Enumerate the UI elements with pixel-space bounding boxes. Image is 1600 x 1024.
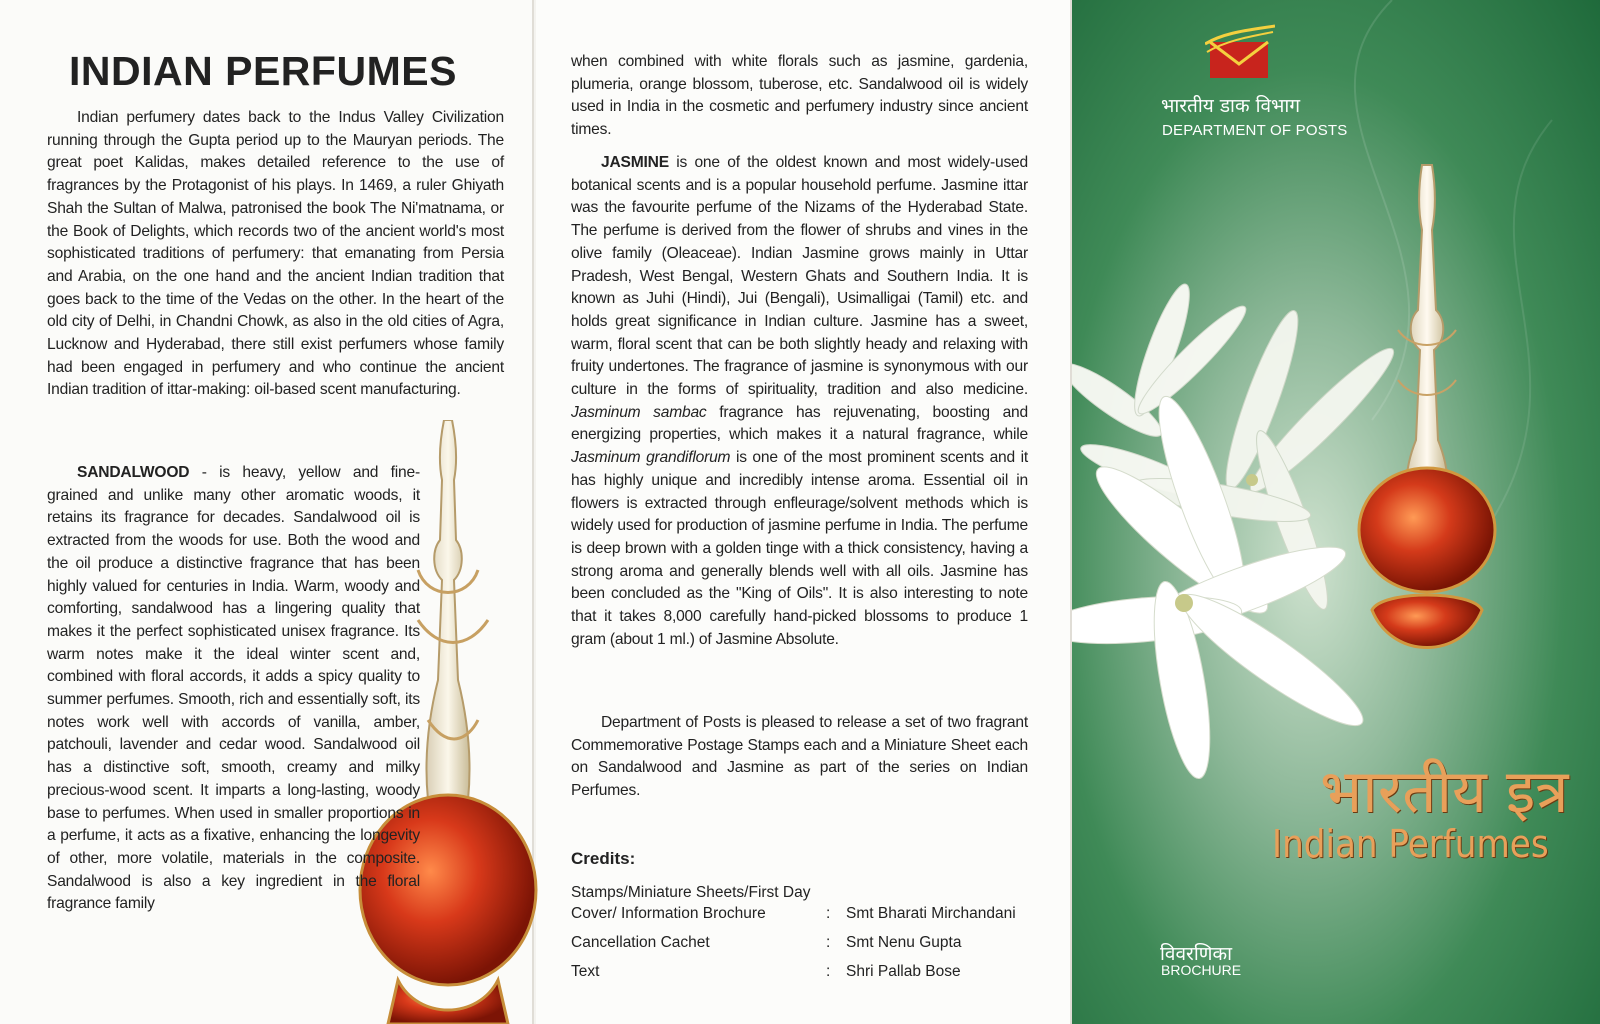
sandalwood-text: - is heavy, yellow and fine-grained and unlike many other aromatic woods, it retains its fragrance for decades. Sandalwood oil is extracted from the woods for use. Both the wood and the oil produce a distinctive fragrance that has been highly valued for centuries in India. Warm, woody and comforting, sandalwood has a lingering quality that makes it the perfect sophisticated unisex fragrance. Its warm notes make it the ideal winter scent and, combined with floral accords, it adds a spicy quality to summer perfumes. Smooth, rich and essentially soft, its notes work well with accords of vanilla, amber, patchouli, lavender and cedar wood. Sandalwood oil has a distinctive soft, smooth, creamy and milky precious-wood scent. It imparts a long-lasting, woody base to perfumes. When used in smaller proportions in a perfume, it acts as a fixative, enhancing the longevity of other, more volatile, materials in the composite. Sandalwood is also a key ingredient in the floral fragrance family: [47, 464, 420, 913]
jasmine-paragraph: [571, 152, 1028, 651]
credits-title: Credits:: [571, 849, 636, 868]
department-name-english: DEPARTMENT OF POSTS: [1162, 122, 1348, 139]
cover-title-english: Indian Perfumes: [1272, 822, 1549, 866]
credit-row: [571, 882, 1031, 924]
credit-row: [571, 932, 1031, 953]
credit-role: Stamps/Miniature Sheets/First Day Cover/ Information Brochure: [571, 884, 811, 922]
brochure-label-english: BROCHURE: [1161, 962, 1242, 978]
brochure-label-hindi: विवरणिका: [1160, 943, 1232, 965]
credit-colon: :: [826, 934, 831, 951]
jasmine-text-3: is one of the most prominent scents and it has highly unique and incredibly intense aroma. Essential oil in flowers is extracted through enfleurage/solvent methods which is widely used for production of jasmine perfume in India. The perfume is deep brown with a golden tinge with a thick consistency, having a strong aroma and generally blends well with all oils. Jasmine has been concluded as the "King of Oils". It is also interesting to note that it takes 8,000 carefully hand-picked blossoms to produce 1 gram (about 1 ml.) of Jasmine Absolute.: [571, 449, 1029, 648]
credit-colon: :: [826, 963, 831, 980]
release-paragraph: Department of Posts is pleased to release a set of two fragrant Commemorative Postage Stamps each and a Miniature Sheet each on Sandalwood and Jasmine as part of the series on Indian Perfumes.: [571, 714, 1028, 800]
credit-name: Smt Nenu Gupta: [846, 934, 962, 951]
credits-list: [571, 882, 1031, 990]
jasmine-flowers-illustration: [1072, 0, 1600, 1024]
page-title: INDIAN PERFUMES: [69, 48, 457, 94]
jasmine-text-1: is one of the oldest known and most widely-used botanical scents and is a popular household perfume. Jasmine ittar was the favourite perfume of the Nizams of the Hyderabad State. The perfume is derived from the flower of shrubs and vines in the olive family (Oleaceae). Indian Jasmine grows mainly in Uttar Pradesh, West Bengal, Western Ghats and Southern India. It is known as Juhi (Hindi), Jui (Bengali), Usimalligai (Tamil) etc. and holds great significance in Indian culture. Jasmine has a sweet, warm, floral scent that can be both slightly heady and relaxing with fruity undertones. The fragrance of jasmine is synonymous with our culture in the forms of spirituality, tradition and also medicine.: [571, 154, 1028, 399]
jasmine-italic-1: Jasminum sambac: [571, 403, 707, 421]
credit-row: [571, 961, 1031, 982]
intro-paragraph: Indian perfumery dates back to the Indus Valley Civilization running through the Gupta period up to the Mauryan periods. The great poet Kalidas, makes detailed reference to the use of fragrances by the Protagonist of his plays. In 1469, a ruler Ghiyath Shah the Sultan of Malwa, patronised the book The Ni'matnama, or the Book of Delights, which records two of the ancient world's most sophisticated traditions of perfumery: that emanating from Persia and Arabia, on the one hand and the ancient Indian tradition that goes back to the time of the Vedas on the other. In the heart of the old city of Delhi, in Chandni Chowk, as also in the old cities of Agra, Lucknow and Hyderabad, there still exist perfumers whose family had been engaged in perfumery and who continue the ancient Indian tradition of ittar-making: oil-based scent manufacturing.: [47, 109, 504, 399]
india-post-logo: [1205, 22, 1275, 82]
credit-role: Cancellation Cachet: [571, 934, 710, 951]
cover-title-hindi: भारतीय इत्र: [1320, 757, 1569, 827]
sandalwood-heading: SANDALWOOD: [77, 464, 190, 481]
department-name-hindi: भारतीय डाक विभाग: [1161, 95, 1301, 117]
credit-name: Shri Pallab Bose: [846, 963, 961, 980]
credit-name: Smt Bharati Mirchandani: [846, 905, 1016, 922]
credit-colon: :: [826, 905, 831, 922]
jasmine-heading: JASMINE: [601, 154, 669, 171]
credit-role: Text: [571, 963, 600, 980]
sandalwood-continued: when combined with white florals such as jasmine, gardenia, plumeria, orange blossom, tuberose, etc. Sandalwood oil is widely used in India in the cosmetic and perfumery industry since ancient times.: [571, 53, 1028, 139]
jasmine-text-2: fragrance has rejuvenating, boosting and energizing properties, which makes it a natural fragrance, while: [571, 403, 1028, 444]
jasmine-italic-2: Jasminum grandiflorum: [571, 449, 731, 467]
sandalwood-paragraph: [47, 462, 420, 916]
